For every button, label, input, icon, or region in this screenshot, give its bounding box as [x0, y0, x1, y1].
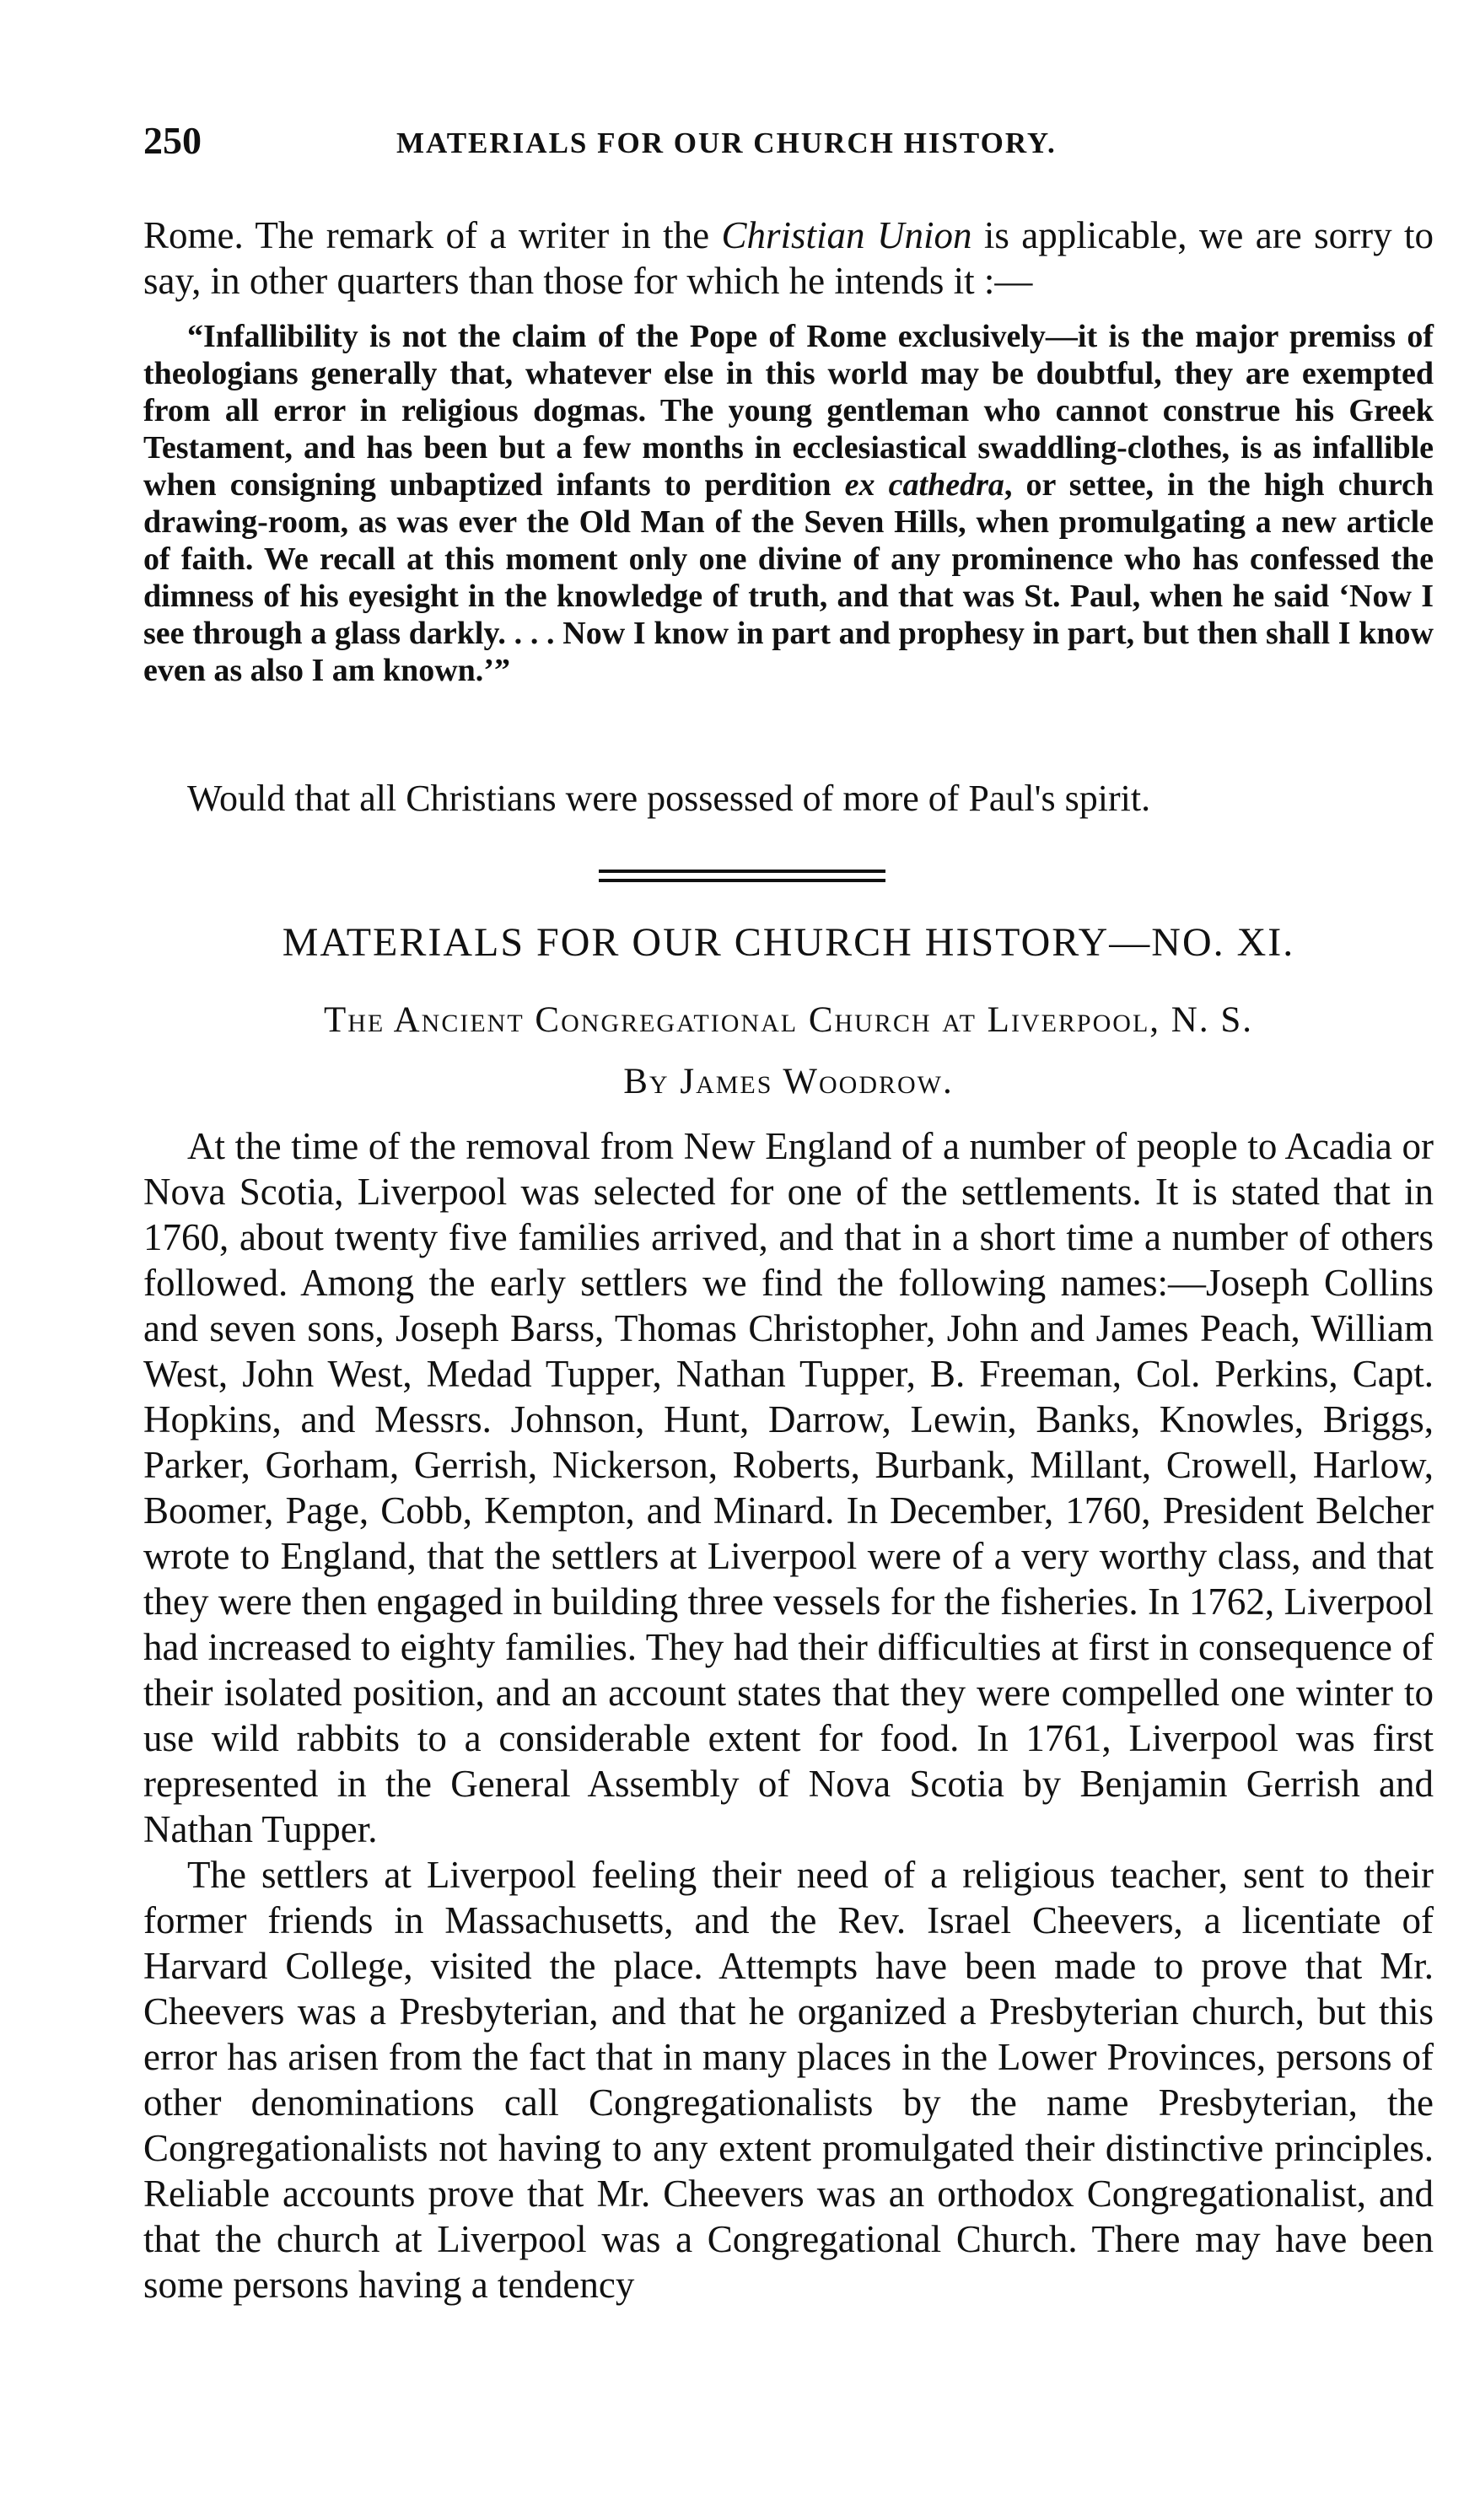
quotation: [143, 318, 1434, 689]
article-subtitle: The Ancient Congregational Church at Liverpool, N. S.: [324, 1000, 1253, 1040]
article-paragraph-1: At the time of the removal from New England of a number of people to Acadia or Nova Scotia, Liverpool was selected for one of the settlements. It is stated that in 1760, about twenty five families arrived, and that in a short time a number of others followed. Among the early settlers we find the following names:—Joseph Collins and seven sons, Joseph Barss, Thomas Christopher, John and James Peach, William West, John West, Medad Tupper, Nathan Tupper, B. Freeman, Col. Perkins, Capt. Hopkins, and Messrs. Johnson, Hunt, Darrow, Lewin, Banks, Knowles, Briggs, Parker, Gorham, Gerrish, Nickerson, Roberts, Burbank, Millant, Crowell, Harlow, Boomer, Page, Cobb, Kempton, and Minard. In December, 1760, President Belcher wrote to England, that the settlers at Liverpool were of a very worthy class, and that they were then engaged in building three vessels for the fisheries. In 1762, Liverpool had increased to eighty families. They had their difficulties at first in consequence of their isolated position, and an account states that they were compelled one winter to use wild rabbits to a considerable extent for food. In 1761, Liverpool was first represented in the General Assembly of Nova Scotia by Benjamin Gerrish and Nathan Tupper.: [143, 1125, 1434, 1850]
section-divider-bottom: [599, 879, 885, 882]
quotation-block: [143, 318, 1434, 689]
running-title: MATERIALS FOR OUR CHURCH HISTORY.: [396, 127, 1057, 159]
article-paragraph-2: The settlers at Liverpool feeling their need of a religious teacher, sent to their former friends in Massachusetts, and the Rev. Israel Cheevers, a licentiate of Harvard College, visited the place. Attempts have been made to prove that Mr. Cheevers was a Presbyterian, and that he organized a Presbyterian church, but this error has arisen from the fact that in many places in the Lower Provinces, persons of other denominations call Congregationalists by the name Presbyterian, the Congregationalists not having to any extent promulgated their distinctive principles. Reliable accounts prove that Mr. Cheevers was an orthodox Congregationalist, and that the church at Liverpool was a Congregational Church. There may have been some persons having a tendency: [143, 1854, 1434, 2306]
article-body: [143, 1123, 1434, 2307]
closing-line-block: [143, 776, 1434, 821]
opening-text-1: Rome. The remark of a writer in the: [143, 214, 722, 256]
quotation-italic: ex cathedra: [844, 467, 1004, 503]
opening-paragraph-block: [143, 213, 1434, 304]
quotation-text-2: , or settee, in the high church drawing-room, as was ever the Old Man of the Seven Hills, when promulgating a new article of faith. We recall at this moment only one divine of any prominence who has confessed the dimness of his eyesight in the knowledge of truth, and that was St. Paul, when he said ‘Now I see through a glass darkly. . . . Now I know in part and prophesy in part, but then shall I know even as also I am known.’”: [143, 467, 1434, 688]
page-number: 250: [143, 119, 202, 162]
opening-paragraph: [143, 213, 1434, 304]
publication-name: Christian Union: [721, 214, 972, 256]
quotation-text-1: “Infallibility is not the claim of the Pope of Rome exclusively—it is the major premiss of theologians generally that, whatever else in this world may be doubtful, they are exempted from all error in religious dogmas. The young gentleman who cannot construe his Greek Testament, and has been but a few months in ecclesiastical swaddling-clothes, is as infallible when consigning unbaptized infants to perdition: [143, 319, 1434, 503]
closing-line: Would that all Christians were possessed of more of Paul's spirit.: [187, 778, 1151, 819]
section-divider-top: [599, 870, 885, 873]
article-byline: By James Woodrow.: [623, 1062, 954, 1101]
opening-text-2: is applicable, we are sorry to say, in other quarters than those for which he intends it :—: [143, 214, 1434, 302]
running-header: [143, 118, 1434, 177]
article-title: MATERIALS FOR OUR CHURCH HISTORY—NO. XI.: [282, 920, 1295, 965]
